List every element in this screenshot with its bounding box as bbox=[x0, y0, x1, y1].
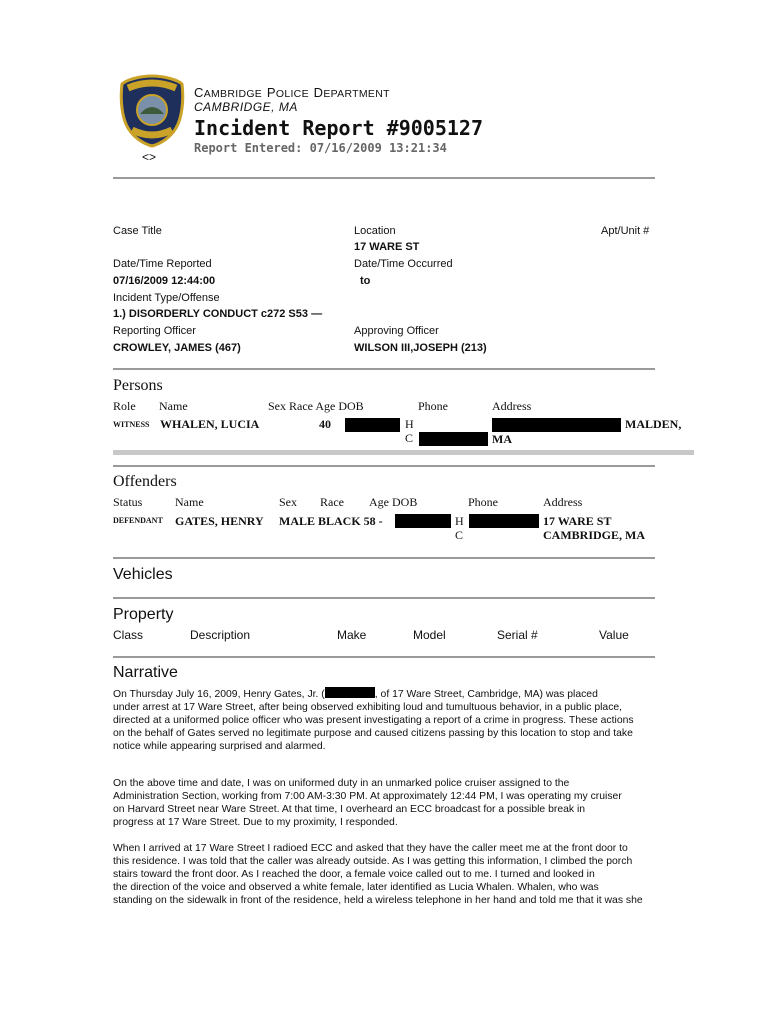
defendant-sex-race-age: MALE BLACK 58 - bbox=[279, 514, 383, 528]
defendant-name: GATES, HENRY bbox=[175, 514, 264, 528]
redaction-witness-dob bbox=[345, 418, 400, 432]
offenders-col-name: Name bbox=[175, 495, 204, 509]
defendant-phone-h: H bbox=[455, 514, 464, 528]
date-reported-value: 07/16/2009 12:44:00 bbox=[113, 275, 216, 287]
narrative-line: progress at 17 Ware Street. Due to my proximity, I responded. bbox=[113, 816, 398, 828]
location-value: 17 WARE ST bbox=[354, 241, 420, 253]
case-title-label: Case Title bbox=[113, 225, 162, 237]
defendant-status: DEFENDANT bbox=[113, 516, 163, 525]
narrative-line: notice while appearing surprised and alarmed. bbox=[113, 740, 326, 752]
offenders-heading: Offenders bbox=[113, 473, 177, 490]
badge-seal-glyph: <> bbox=[142, 150, 157, 164]
info-divider bbox=[113, 368, 655, 370]
persons-divider-line bbox=[113, 465, 655, 467]
redaction-defendant-phone bbox=[469, 514, 539, 528]
date-reported-label: Date/Time Reported bbox=[113, 258, 212, 270]
redaction-witness-address bbox=[492, 418, 621, 432]
narrative-heading: Narrative bbox=[113, 664, 178, 681]
date-occurred-label: Date/Time Occurred bbox=[354, 258, 453, 270]
witness-role: WITNESS bbox=[113, 420, 150, 429]
persons-col-role: Role bbox=[113, 399, 136, 413]
narrative-line: under arrest at 17 Ware Street, after being observed exhibiting loud and tumultuous behavior, in a public place, bbox=[113, 701, 623, 713]
property-col-value: Value bbox=[599, 628, 629, 642]
redaction-witness-phone bbox=[419, 432, 488, 446]
offenders-col-age-dob: Age DOB bbox=[369, 495, 418, 509]
persons-col-sex-race-age-dob: Sex Race Age DOB bbox=[268, 399, 364, 413]
narrative-line: When I arrived at 17 Ware Street I radioed ECC and asked that they have the caller meet me at the front door to bbox=[113, 843, 628, 854]
persons-divider bbox=[113, 450, 694, 455]
vehicles-divider bbox=[113, 597, 655, 599]
defendant-address-line1: 17 WARE ST bbox=[543, 514, 612, 528]
narrative-paragraph-2 bbox=[113, 778, 703, 830]
police-badge-logo bbox=[118, 74, 186, 148]
narrative-line: Administration Section, working from 7:00 AM-3:30 PM. At approximately 12:44 PM, I was operating my cruiser bbox=[113, 790, 622, 802]
witness-phone-c: C bbox=[405, 431, 414, 445]
property-heading: Property bbox=[113, 606, 174, 623]
reporting-officer-label: Reporting Officer bbox=[113, 325, 196, 337]
witness-name: WHALEN, LUCIA bbox=[160, 417, 260, 431]
defendant-address-line2: CAMBRIDGE, MA bbox=[543, 528, 645, 542]
approving-officer-value: WILSON III,JOSEPH (213) bbox=[354, 342, 487, 354]
witness-phone-h: H bbox=[405, 417, 414, 431]
property-divider bbox=[113, 656, 655, 658]
incident-type-value: 1.) DISORDERLY CONDUCT c272 S53 — bbox=[113, 308, 323, 320]
property-col-make: Make bbox=[337, 628, 367, 642]
narrative-line: directed at a uniformed police officer who was present investigating a report of a crime in progress. These actions bbox=[113, 714, 634, 726]
defendant-phone-c: C bbox=[455, 528, 464, 542]
incident-type-label: Incident Type/Offense bbox=[113, 292, 220, 304]
narrative-paragraph-3 bbox=[113, 843, 703, 908]
narrative-line: standing on the sidewalk in front of the residence, held a wireless telephone in her hand and told me that it was she bbox=[113, 894, 643, 906]
witness-city-line1: MALDEN, bbox=[625, 417, 682, 431]
vehicles-heading: Vehicles bbox=[113, 566, 173, 583]
persons-heading: Persons bbox=[113, 377, 163, 394]
property-col-class: Class bbox=[113, 628, 144, 642]
persons-col-name: Name bbox=[159, 399, 188, 413]
persons-col-address: Address bbox=[492, 399, 532, 413]
witness-age: 40 bbox=[319, 417, 331, 431]
apt-unit-label: Apt/Unit # bbox=[601, 225, 650, 237]
reporting-officer-value: CROWLEY, JAMES (467) bbox=[113, 342, 241, 354]
department-name: CAMBRIDGE POLICE DEPARTMENT bbox=[194, 85, 390, 100]
property-col-serial: Serial # bbox=[497, 628, 538, 642]
narrative-line: on Harvard Street near Ware Street. At that time, I overheard an ECC broadcast for a possible break in bbox=[113, 803, 586, 815]
narrative-paragraph-1 bbox=[113, 687, 703, 754]
narrative-line: this residence. I was told that the caller was already outside. As I was getting this information, I climbed the porch bbox=[113, 855, 633, 867]
narrative-line: stairs toward the front door. As I reached the door, a female voice called out to me. I turned and looked in bbox=[113, 868, 595, 880]
location-label: Location bbox=[354, 225, 396, 237]
property-col-model: Model bbox=[413, 628, 446, 642]
department-city: CAMBRIDGE, MA bbox=[194, 100, 298, 114]
witness-city-line2: MA bbox=[492, 432, 512, 446]
redaction-defendant-dob bbox=[395, 514, 451, 528]
date-occurred-value: to bbox=[360, 275, 371, 287]
offenders-col-status: Status bbox=[113, 495, 143, 509]
offenders-divider bbox=[113, 557, 655, 559]
offenders-col-sex: Sex bbox=[279, 495, 297, 509]
report-title: Incident Report #9005127 bbox=[194, 116, 483, 140]
narrative-line: on the behalf of Gates served no legitimate purpose and caused citizens passing by this location to stop and take bbox=[113, 727, 633, 739]
report-entered: Report Entered: 07/16/2009 13:21:34 bbox=[194, 141, 447, 155]
persons-col-phone: Phone bbox=[418, 399, 448, 413]
header-divider bbox=[113, 177, 655, 179]
narrative-line: On Thursday July 16, 2009, Henry Gates, Jr. ( , of 17 Ware Street, Cambridge, MA) was placed bbox=[113, 689, 598, 700]
offenders-col-race: Race bbox=[320, 495, 344, 509]
narrative-line: the direction of the voice and observed a white female, later identified as Lucia Whalen. Whalen, who was bbox=[113, 881, 599, 893]
offenders-col-phone: Phone bbox=[468, 495, 498, 509]
redaction-defendant-birthdate bbox=[325, 687, 375, 698]
offenders-col-address: Address bbox=[543, 495, 583, 509]
narrative-line: On the above time and date, I was on uniformed duty in an unmarked police cruiser assigned to the bbox=[113, 778, 570, 789]
property-col-description: Description bbox=[190, 628, 251, 642]
approving-officer-label: Approving Officer bbox=[354, 325, 439, 337]
